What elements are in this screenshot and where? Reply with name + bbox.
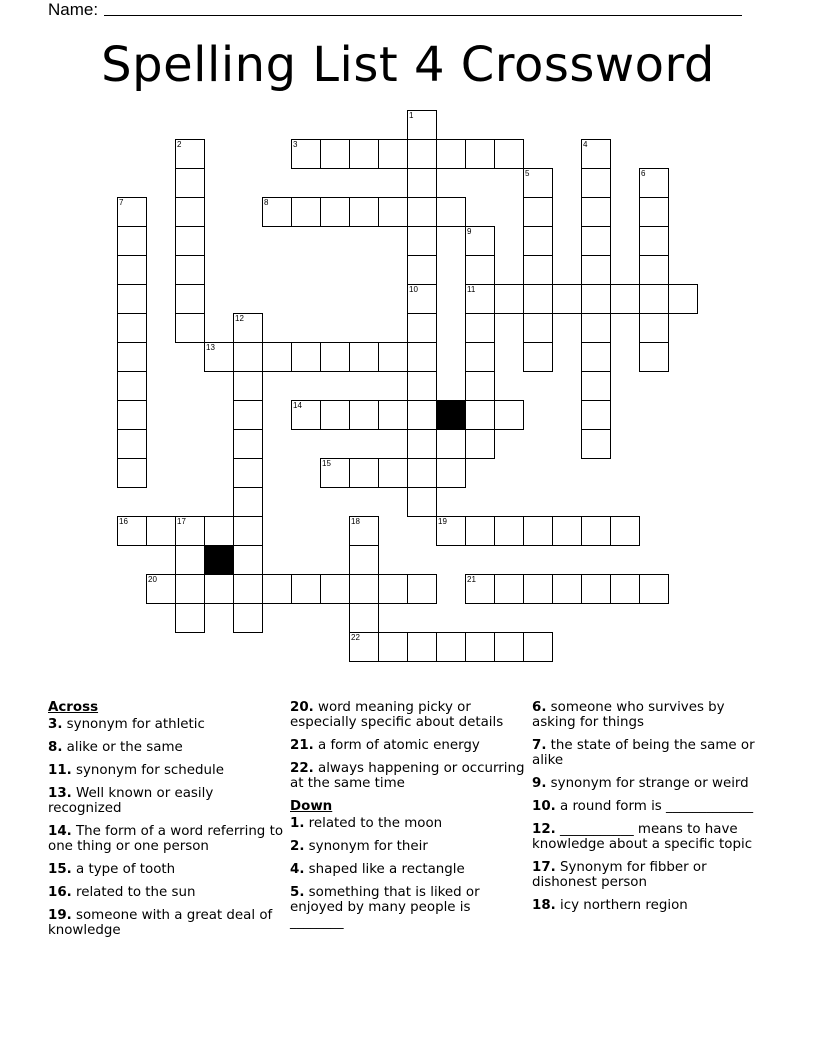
clue-text: someone with a great deal of knowledge [48,908,273,938]
grid-cell[interactable] [349,603,379,633]
grid-cell[interactable] [523,632,553,662]
clue-number-label: 4 [583,140,588,149]
grid-cell[interactable] [204,516,234,546]
grid-cell[interactable] [175,516,205,546]
grid-cell[interactable] [262,197,292,227]
clue-number: 4. [290,862,305,877]
grid-cell[interactable] [349,632,379,662]
black-cell [436,400,466,430]
grid-cell[interactable] [523,255,553,285]
grid-cell[interactable] [407,400,437,430]
grid-cell[interactable] [262,574,292,604]
grid-cell[interactable] [523,284,553,314]
clue-number: 9. [532,776,547,791]
grid-cell[interactable] [320,139,350,169]
grid-cell[interactable] [407,342,437,372]
grid-cell[interactable] [639,574,669,604]
grid-cell[interactable] [349,574,379,604]
clue-number-label: 17 [177,517,186,526]
name-label: Name: [48,0,99,19]
grid-cell[interactable] [233,574,263,604]
grid-cell[interactable] [320,574,350,604]
grid-cell[interactable] [465,400,495,430]
grid-cell[interactable] [146,516,176,546]
clue-number-label: 7 [119,198,124,207]
grid-cell[interactable] [581,139,611,169]
grid-cell[interactable] [407,110,437,140]
grid-cell[interactable] [639,197,669,227]
grid-cell[interactable] [494,400,524,430]
clue-number-label: 8 [264,198,269,207]
clue-across-14 [48,824,284,854]
grid-cell[interactable] [581,516,611,546]
clue-number: 15. [48,862,72,877]
clue-text: word meaning picky or especially specific about details [290,700,504,730]
grid-cell[interactable] [349,516,379,546]
grid-cell[interactable] [349,139,379,169]
grid-cell[interactable] [117,226,147,256]
grid-cell[interactable] [465,342,495,372]
grid-cell[interactable] [407,458,437,488]
grid-cell[interactable] [639,284,669,314]
grid-cell[interactable] [117,197,147,227]
clue-text: icy northern region [555,898,688,913]
grid-cell[interactable] [581,197,611,227]
grid-cell[interactable] [349,400,379,430]
grid-cell[interactable] [146,574,176,604]
clue-number: 16. [48,885,72,900]
clue-number-label: 15 [322,459,331,468]
grid-cell[interactable] [581,429,611,459]
grid-cell[interactable] [639,313,669,343]
grid-cell[interactable] [117,371,147,401]
clue-number: 1. [290,816,305,831]
clue-down-12 [532,822,772,852]
grid-cell[interactable] [117,429,147,459]
clue-across-20 [290,700,526,730]
grid-cell[interactable] [117,458,147,488]
grid-cell[interactable] [494,139,524,169]
clue-down-10 [532,799,772,814]
grid-cell[interactable] [233,400,263,430]
grid-cell[interactable] [175,197,205,227]
grid-cell[interactable] [291,342,321,372]
grid-cell[interactable] [639,168,669,198]
clue-number-label: 5 [525,169,530,178]
clue-text: Well known or easily recognized [48,786,214,816]
grid-cell[interactable] [465,313,495,343]
grid-cell[interactable] [436,632,466,662]
clue-number-label: 21 [467,575,476,584]
grid-cell[interactable] [175,226,205,256]
grid-cell[interactable] [436,139,466,169]
grid-cell[interactable] [494,574,524,604]
grid-cell[interactable] [581,168,611,198]
grid-cell[interactable] [117,255,147,285]
grid-cell[interactable] [378,139,408,169]
grid-cell[interactable] [262,342,292,372]
clue-text: The form of a word referring to one thing or one person [48,824,284,854]
clue-down-7 [532,738,772,768]
grid-cell[interactable] [581,342,611,372]
clue-number-label: 10 [409,285,418,294]
clue-across-15 [48,862,284,877]
clue-across-16 [48,885,284,900]
grid-cell[interactable] [523,313,553,343]
grid-cell[interactable] [175,168,205,198]
clue-across-11 [48,763,284,778]
clue-number: 13. [48,786,72,801]
grid-cell[interactable] [117,284,147,314]
clue-number: 7. [532,738,547,753]
clue-number: 22. [290,761,314,776]
clue-text: synonym for their [304,839,428,854]
clue-number-label: 3 [293,140,298,149]
grid-cell[interactable] [291,574,321,604]
clue-down-9 [532,776,772,791]
clue-across-3 [48,717,284,732]
clue-text: alike or the same [62,740,183,755]
clue-number: 19. [48,908,72,923]
grid-cell[interactable] [494,284,524,314]
grid-cell[interactable] [175,255,205,285]
grid-cell[interactable] [581,574,611,604]
grid-cell[interactable] [465,632,495,662]
grid-cell[interactable] [639,342,669,372]
grid-cell[interactable] [523,197,553,227]
grid-cell[interactable] [407,574,437,604]
clue-number: 3. [48,717,63,732]
grid-cell[interactable] [581,226,611,256]
grid-cell[interactable] [175,603,205,633]
black-cell [204,545,234,575]
grid-cell[interactable] [378,400,408,430]
grid-cell[interactable] [291,139,321,169]
clue-number-label: 2 [177,140,182,149]
grid-cell[interactable] [581,313,611,343]
clue-text: a round form is _____________ [555,799,754,814]
grid-cell[interactable] [349,458,379,488]
grid-cell[interactable] [436,458,466,488]
grid-cell[interactable] [233,487,263,517]
grid-cell[interactable] [175,574,205,604]
grid-cell[interactable] [233,516,263,546]
grid-cell[interactable] [320,458,350,488]
clue-down-18 [532,898,772,913]
clue-text: someone who survives by asking for things [532,700,725,730]
grid-cell[interactable] [552,516,582,546]
clue-number-label: 14 [293,401,302,410]
grid-cell[interactable] [523,516,553,546]
clue-number-label: 19 [438,517,447,526]
clue-text: synonym for strange or weird [546,776,749,791]
grid-cell[interactable] [465,371,495,401]
grid-cell[interactable] [349,197,379,227]
clue-text: Synonym for fibber or dishonest person [532,860,707,890]
grid-cell[interactable] [407,284,437,314]
clue-number: 10. [532,799,556,814]
grid-cell[interactable] [117,516,147,546]
grid-cell[interactable] [407,168,437,198]
clue-across-13 [48,786,284,816]
grid-cell[interactable] [581,255,611,285]
across-heading: Across [48,700,99,715]
clue-number: 18. [532,898,556,913]
grid-cell[interactable] [639,226,669,256]
grid-cell[interactable] [175,545,205,575]
grid-cell[interactable] [233,545,263,575]
clue-text: synonym for schedule [71,763,224,778]
clue-number: 11. [48,763,72,778]
grid-cell[interactable] [523,226,553,256]
clue-number: 2. [290,839,305,854]
clue-number: 20. [290,700,314,715]
grid-cell[interactable] [465,516,495,546]
clue-number-label: 1 [409,111,414,120]
grid-cell[interactable] [175,284,205,314]
clue-down-2 [290,839,526,854]
clue-text: always happening or occurring at the same time [290,761,525,791]
grid-cell[interactable] [407,487,437,517]
grid-cell[interactable] [465,574,495,604]
clue-column-2 [290,700,526,938]
grid-cell[interactable] [494,632,524,662]
grid-cell[interactable] [407,226,437,256]
grid-cell[interactable] [233,429,263,459]
page-title: Spelling List 4 Crossword [101,37,715,93]
grid-cell[interactable] [233,458,263,488]
grid-cell[interactable] [523,168,553,198]
grid-cell[interactable] [552,574,582,604]
grid-cell[interactable] [668,284,698,314]
clue-text: a form of atomic energy [313,738,480,753]
grid-cell[interactable] [117,313,147,343]
clue-number: 12. [532,822,556,837]
grid-cell[interactable] [233,371,263,401]
grid-cell[interactable] [523,342,553,372]
grid-cell[interactable] [233,342,263,372]
grid-cell[interactable] [465,139,495,169]
grid-cell[interactable] [320,400,350,430]
clue-number: 21. [290,738,314,753]
grid-cell[interactable] [465,429,495,459]
clue-number: 14. [48,824,72,839]
clue-down-4 [290,862,526,877]
grid-cell[interactable] [581,284,611,314]
clue-number: 17. [532,860,556,875]
grid-cell[interactable] [465,284,495,314]
name-write-line[interactable] [104,15,742,16]
grid-cell[interactable] [378,197,408,227]
clue-number-label: 12 [235,314,244,323]
grid-cell[interactable] [291,197,321,227]
clue-across-22 [290,761,526,791]
grid-cell[interactable] [378,342,408,372]
grid-cell[interactable] [494,516,524,546]
grid-cell[interactable] [349,342,379,372]
clue-number-label: 13 [206,343,215,352]
clue-column-1 [48,700,284,946]
clue-across-21 [290,738,526,753]
clue-across-8 [48,740,284,755]
grid-cell[interactable] [552,284,582,314]
clue-text: the state of being the same or alike [532,738,755,768]
grid-cell[interactable] [117,400,147,430]
clue-across-19 [48,908,284,938]
grid-cell[interactable] [610,284,640,314]
clue-down-17 [532,860,772,890]
clue-number: 5. [290,885,305,900]
grid-cell[interactable] [407,255,437,285]
grid-cell[interactable] [581,400,611,430]
clue-number-label: 18 [351,517,360,526]
grid-cell[interactable] [610,516,640,546]
clue-text: related to the moon [304,816,443,831]
grid-cell[interactable] [639,255,669,285]
grid-cell[interactable] [320,197,350,227]
clue-number-label: 22 [351,633,360,642]
clue-text: a type of tooth [71,862,176,877]
clue-down-5 [290,885,526,930]
grid-cell[interactable] [436,197,466,227]
grid-cell[interactable] [581,371,611,401]
grid-cell[interactable] [204,574,234,604]
clue-text: related to the sun [71,885,196,900]
clue-text: something that is liked or enjoyed by many people is ________ [290,885,480,930]
grid-cell[interactable] [407,429,437,459]
clue-number-label: 9 [467,227,472,236]
clue-number-label: 11 [467,285,476,294]
grid-cell[interactable] [407,197,437,227]
grid-cell[interactable] [175,139,205,169]
grid-cell[interactable] [407,371,437,401]
grid-cell[interactable] [349,545,379,575]
clue-down-1 [290,816,526,831]
clue-text: ___________ means to have knowledge about a specific topic [532,822,753,852]
grid-cell[interactable] [436,516,466,546]
clue-number-label: 6 [641,169,646,178]
grid-cell[interactable] [175,313,205,343]
clue-text: shaped like a rectangle [304,862,465,877]
clue-text: synonym for athletic [62,717,205,732]
grid-cell[interactable] [117,342,147,372]
grid-cell[interactable] [378,458,408,488]
clue-column-3 [532,700,772,921]
grid-cell[interactable] [465,226,495,256]
grid-cell[interactable] [233,603,263,633]
grid-cell[interactable] [407,139,437,169]
grid-cell[interactable] [233,313,263,343]
grid-cell[interactable] [204,342,234,372]
clue-number-label: 16 [119,517,128,526]
grid-cell[interactable] [465,255,495,285]
clue-number: 6. [532,700,547,715]
grid-cell[interactable] [320,342,350,372]
grid-cell[interactable] [291,400,321,430]
clue-number: 8. [48,740,63,755]
clue-number-label: 20 [148,575,157,584]
down-heading: Down [290,799,333,814]
grid-cell[interactable] [378,632,408,662]
grid-cell[interactable] [610,574,640,604]
grid-cell[interactable] [523,574,553,604]
grid-cell[interactable] [378,574,408,604]
clue-down-6 [532,700,772,730]
grid-cell[interactable] [407,313,437,343]
grid-cell[interactable] [407,632,437,662]
